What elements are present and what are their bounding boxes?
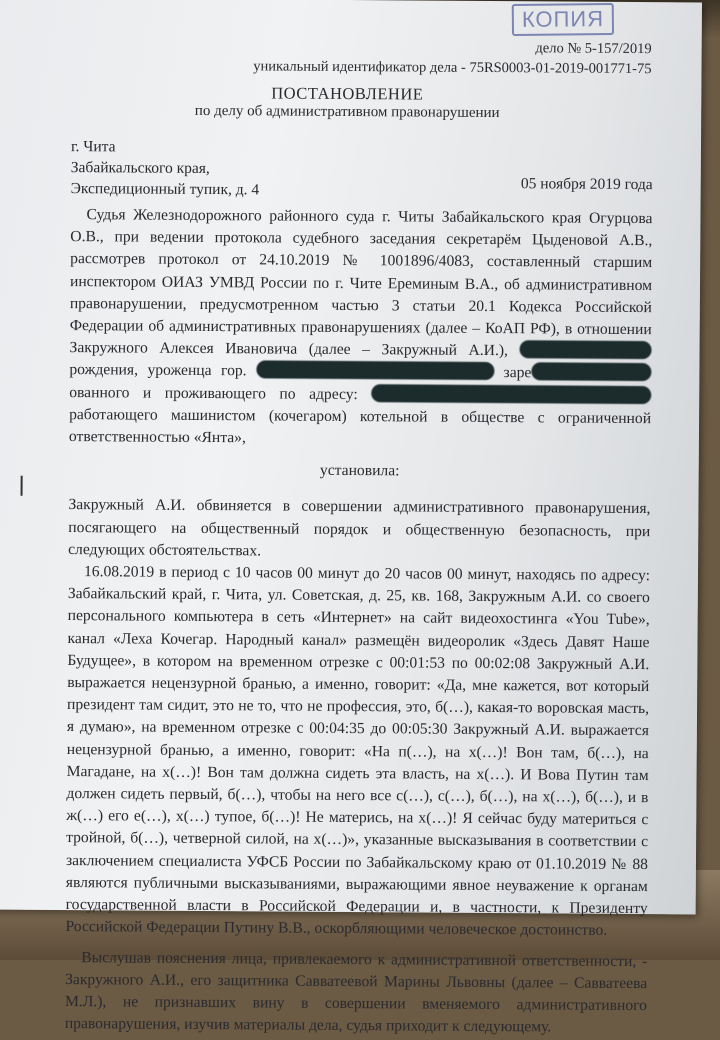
intro-residing: ованного и проживающего по адресу: [69, 383, 358, 403]
redaction-address [371, 384, 651, 404]
document-date: 05 ноября 2019 года [520, 175, 653, 194]
intro-paragraph [69, 204, 653, 452]
conclusion-paragraph: Выслушав пояснения лица, привлекаемого к административной ответственности, - Закружного А.И., его защитника Савватеевой Марины Львовны (далее – Савватеева М.Л.), не признавших вину в совершении вменяемого административного правонарушения, изучив материалы дела, судья приходит к следующему. [64, 948, 648, 1036]
margin-pen-mark [21, 476, 23, 496]
accusation-paragraph: Закружный А.И. обвиняется в совершении административного правонарушения, посягающего на общественный порядок и общественную безопасность, при следующих обстоятельствах. [68, 496, 651, 560]
facts-paragraph: 16.08.2019 в период с 10 часов 00 минут до 20 часов 00 минут, находясь по адресу: Забайкальский край, г. Чита, ул. Советская, д. 25, кв. 168, Закружным А.И. со своего персонального компьютера в сеть «Интернет» на сайт видеохостинга «You Tube», канал «Леха Кочегар. Народный канал» размещён видеоролик «Здесь Давят Наше Будущее», в котором на временном отрезке с 00:01:53 по 00:02:08 Закружный А.И. выражается нецензурной бранью, а именно, говорит: «Да, мне кажется, вот который президент там сидит, это не то, что не профессия, это, б(…), какая-то воровская масть, я думаю», на временном отрезке с 00:04:35 до 00:05:30 Закружный А.И. выражается нецензурной бранью, а именно, говорит: «На п(…), на х(…)! Вон там, б(…), на Магадане, на х(…)! Вон там должна сидеть эта власть, на х(…). И Вова Путин там должен сидеть первый, б(…), чтобы на него все с(…), с(…), б(…), на х(…), б(…), и в ж(…) его е(…), х(…) тупое, б(…)! Не матерись, на х(…)! Я сейчас буду материться с тройной, б(…), четверной силой, на х(…)», указанные высказывания в соответствии с заключением специалиста УФСБ России по Забайкальскому краю от 01.10.2019 № 88 являются публичными высказываниями, выражающими явное неуважение к органам государственной власти в Российской Федерации и, в частности, к Президенту Российской Федерации Путину В.В., оскорбляющими человеческое достоинство. [65, 563, 651, 940]
copy-stamp: КОПИЯ [512, 3, 615, 36]
court-location [71, 136, 260, 200]
case-number: дело № 5-157/2019 [535, 40, 652, 58]
intro-birth: рождения, уроженца гор. [69, 361, 247, 380]
document-subtitle: по делу об административном правонарушении [194, 102, 500, 122]
case-header [253, 36, 652, 79]
location-city: г. Чита [70, 138, 116, 156]
redaction-registration [531, 363, 651, 382]
intro-employment: работающего машинистом (кочегаром) котельной в обществе с ограниченной ответственностью «Янта», [68, 405, 652, 447]
intro-text: Судья Железнодорожного районного суда г. Читы Забайкальского края Огурцова О.В., при ведении протокола судебного заседания секретарём Цыденовой А.В., рассмотрев протокол от 24.10.2019 № 1001896/4083, составленный старшим инспектором ОИАЗ УМВД России по г. Чите Ереминым В.А., об административном правонарушении, предусмотренном частью 3 статьи 20.1 Кодекса Российской Федерации об административных правонарушениях (далее – КоАП РФ), в отношении Закружного Алексея Ивановича (далее – Закружный А.И.), [69, 206, 653, 360]
document-body [65, 204, 653, 1039]
redaction-birthplace [256, 361, 494, 381]
redaction-birthdate [520, 340, 652, 359]
location-region: Забайкальского края, [70, 159, 210, 178]
case-identifier: уникальный идентификатор дела - 75RS0003-01-2019-001771-75 [253, 58, 652, 78]
document-title: ПОСТАНОВЛЕНИЕ [271, 83, 424, 104]
intro-registered: заре [503, 364, 532, 382]
established-heading: установила: [319, 462, 400, 480]
location-address: Экспедиционный тупик, д. 4 [70, 180, 260, 199]
